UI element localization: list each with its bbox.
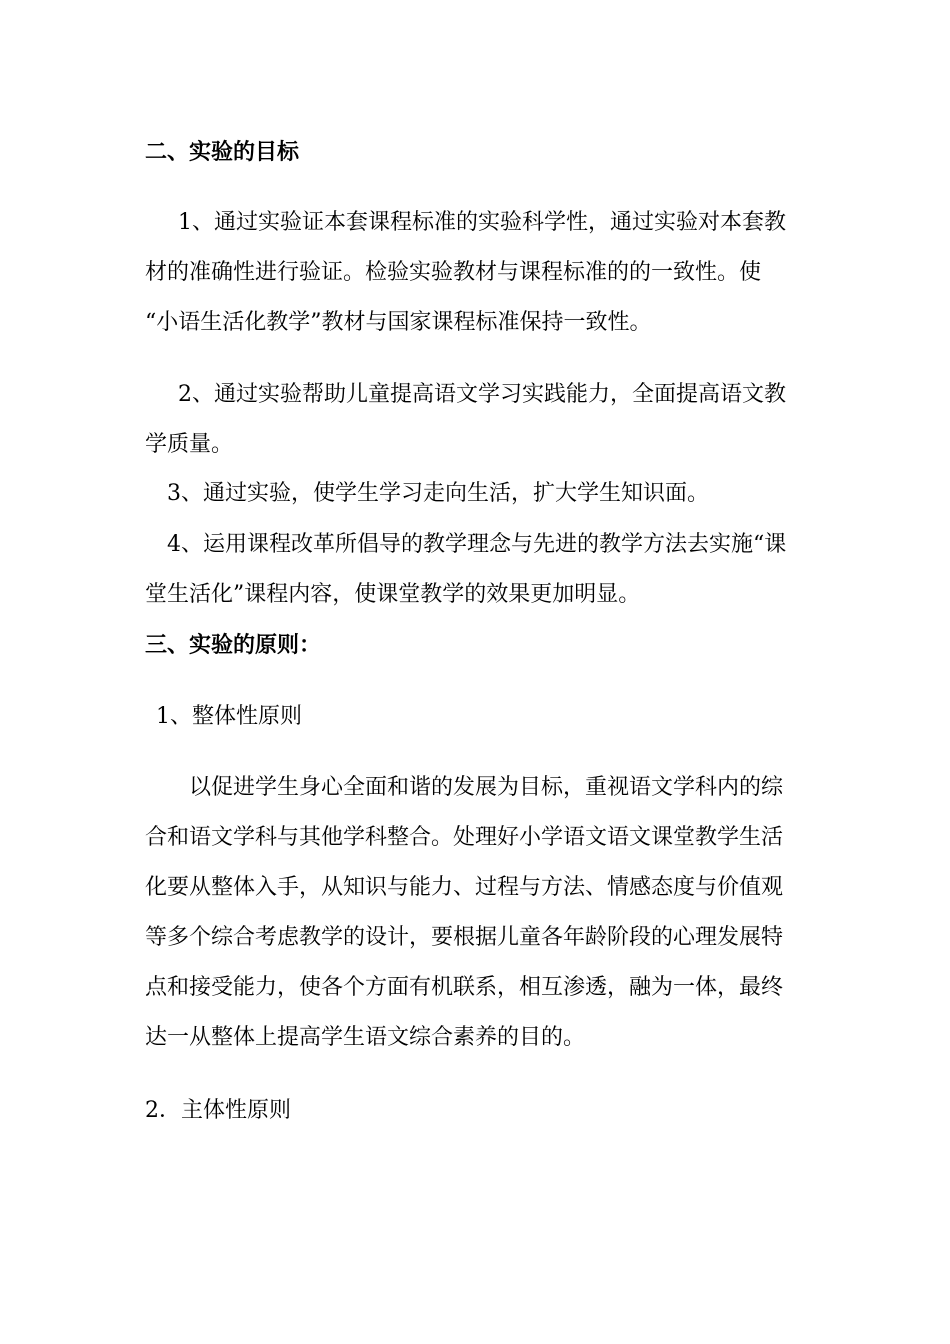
principle-1-body-line-4: 等多个综合考虑教学的设计，要根据儿童各年龄阶段的心理发展特 <box>145 925 784 950</box>
principle-1-body-line-2: 合和语文学科与其他学科整合。处理好小学语文语文课堂教学生活 <box>145 825 784 850</box>
goal-1-line-3: “小语生活化教学”教材与国家课程标准保持一致性。 <box>145 310 652 335</box>
principle-1-title: 1、整体性原则 <box>156 704 302 729</box>
section-heading-principles: 三、实验的原则： <box>145 632 322 658</box>
principle-1-body-line-3: 化要从整体入手，从知识与能力、过程与方法、情感态度与价值观 <box>145 875 784 900</box>
principle-1-body-line-1: 以促进学生身心全面和谐的发展为目标，重视语文学科内的综 <box>189 775 784 800</box>
principle-1-body-line-6: 达一从整体上提高学生语文综合素养的目的。 <box>145 1025 586 1050</box>
goal-2-line-2: 学质量。 <box>145 432 234 457</box>
goal-4-line-1: 4、运用课程改革所倡导的教学理念与先进的教学方法去实施“课 <box>167 532 787 557</box>
goal-1-line-2: 材的准确性进行验证。检验实验教材与课程标准的的一致性。使 <box>145 260 762 285</box>
goal-1-line-1: 1、通过实验证本套课程标准的实验科学性，通过实验对本套教 <box>178 210 786 235</box>
section-heading-goals: 二、实验的目标 <box>145 139 300 165</box>
goal-3-line-1: 3、通过实验，使学生学习走向生活，扩大学生知识面。 <box>167 481 709 506</box>
goal-2-line-1: 2、通过实验帮助儿童提高语文学习实践能力，全面提高语文教 <box>178 382 786 407</box>
principle-2-title: 2．主体性原则 <box>145 1098 291 1123</box>
principle-1-body-line-5: 点和接受能力，使各个方面有机联系，相互渗透，融为一体，最终 <box>145 975 784 1000</box>
goal-4-line-2: 堂生活化”课程内容，使课堂教学的效果更加明显。 <box>145 582 641 607</box>
